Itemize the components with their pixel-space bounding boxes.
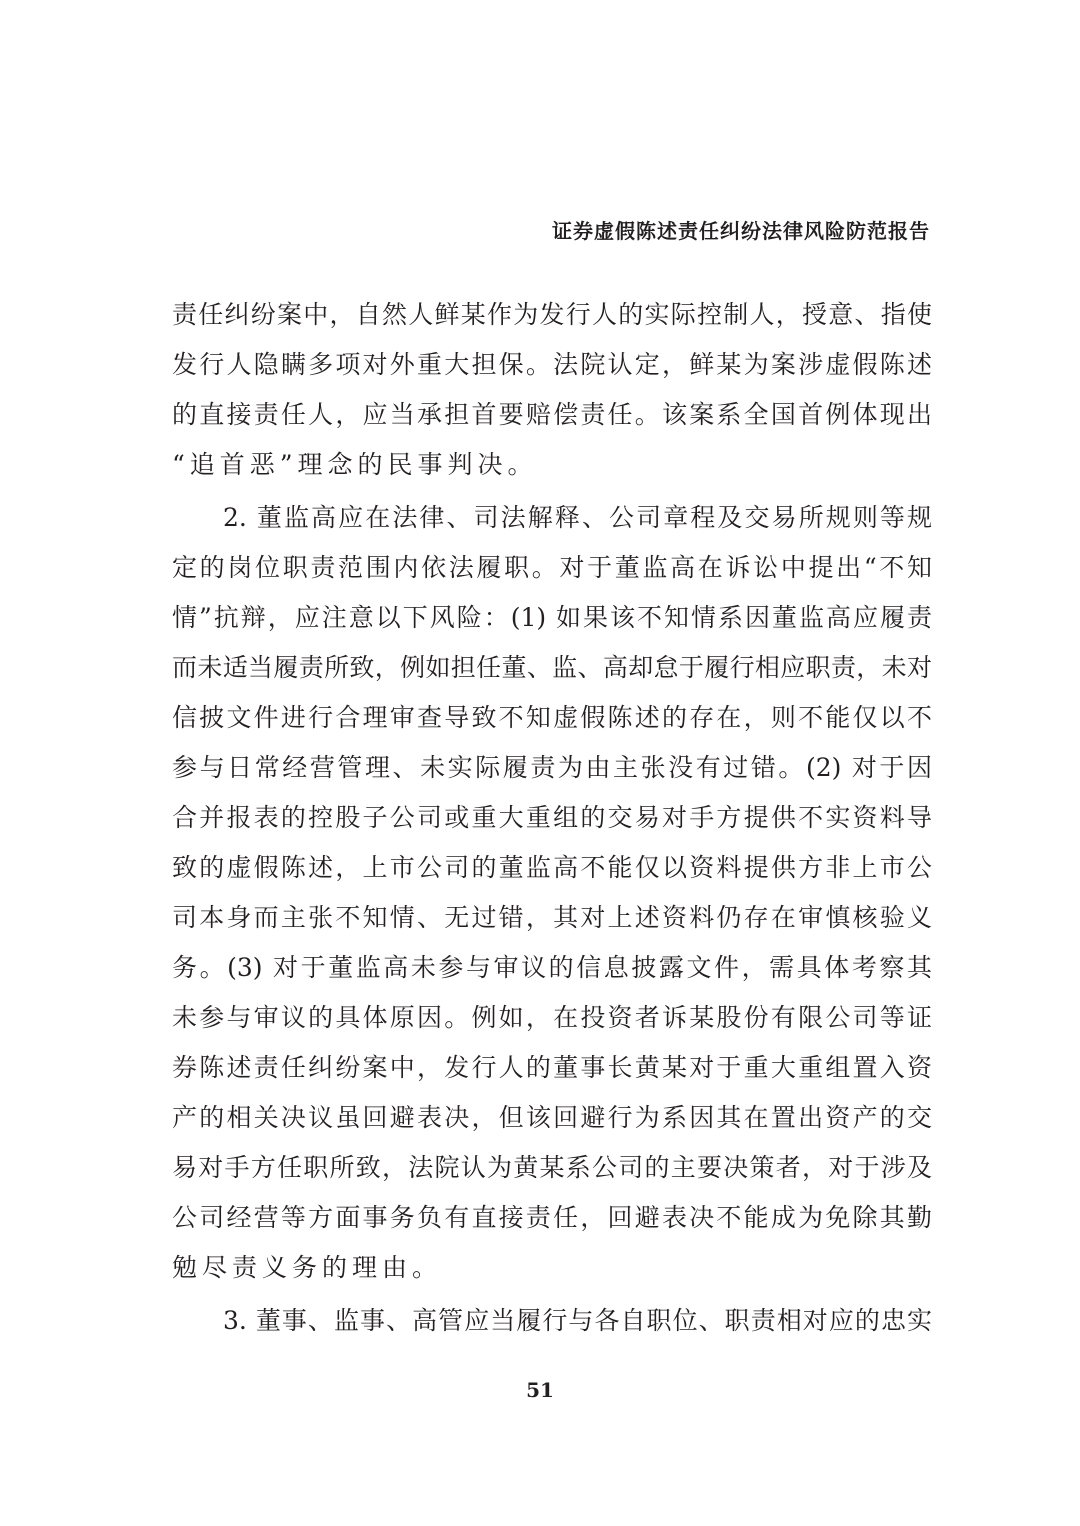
text-line: 未参与审议的具体原因。例如，在投资者诉某股份有限公司等证: [172, 1003, 932, 1032]
text-line: 公司经营等方面事务负有直接责任，回避表决不能成为免除其勤: [172, 1203, 932, 1232]
text-line: 司本身而主张不知情、无过错，其对上述资料仍存在审慎核验义: [172, 903, 932, 932]
text-line: 券陈述责任纠纷案中，发行人的董事长黄某对于重大重组置入资: [172, 1053, 932, 1082]
text-line: 发行人隐瞒多项对外重大担保。法院认定，鲜某为案涉虚假陈述: [172, 350, 932, 379]
text-line: 参与日常经营管理、未实际履责为由主张没有过错。(2) 对于因: [172, 753, 932, 782]
paragraph: [172, 290, 932, 490]
running-header: 证券虚假陈述责任纠纷法律风险防范报告: [552, 219, 930, 243]
text-line: 致的虚假陈述，上市公司的董监高不能仅以资料提供方非上市公: [172, 853, 932, 882]
text-line: 情”抗辩，应注意以下风险：(1) 如果该不知情系因董监高应履责: [172, 603, 932, 632]
paragraph: [172, 493, 932, 1293]
paragraph: [172, 1296, 932, 1346]
text-line: 勉尽责义务的理由。: [172, 1253, 443, 1282]
text-line: 2. 董监高应在法律、司法解释、公司章程及交易所规则等规: [223, 503, 932, 532]
text-line: 定的岗位职责范围内依法履职。对于董监高在诉讼中提出“不知: [172, 553, 932, 582]
text-line: 3. 董事、监事、高管应当履行与各自职位、职责相对应的忠实: [223, 1306, 932, 1335]
text-line: 责任纠纷案中，自然人鲜某作为发行人的实际控制人，授意、指使: [172, 300, 932, 329]
text-line: 易对手方任职所致，法院认为黄某系公司的主要决策者，对于涉及: [172, 1153, 932, 1182]
body-text: [172, 290, 932, 1346]
text-line: 信披文件进行合理审查导致不知虚假陈述的存在，则不能仅以不: [172, 703, 932, 732]
text-line: “追首恶”理念的民事判决。: [172, 450, 538, 479]
text-line: 产的相关决议虽回避表决，但该回避行为系因其在置出资产的交: [172, 1103, 932, 1132]
text-line: 的直接责任人，应当承担首要赔偿责任。该案系全国首例体现出: [172, 400, 932, 429]
text-line: 而未适当履责所致，例如担任董、监、高却怠于履行相应职责，未对: [172, 653, 932, 682]
page-number: 51: [526, 1378, 554, 1402]
text-line: 合并报表的控股子公司或重大重组的交易对手方提供不实资料导: [172, 803, 932, 832]
text-line: 务。(3) 对于董监高未参与审议的信息披露文件，需具体考察其: [172, 953, 932, 982]
